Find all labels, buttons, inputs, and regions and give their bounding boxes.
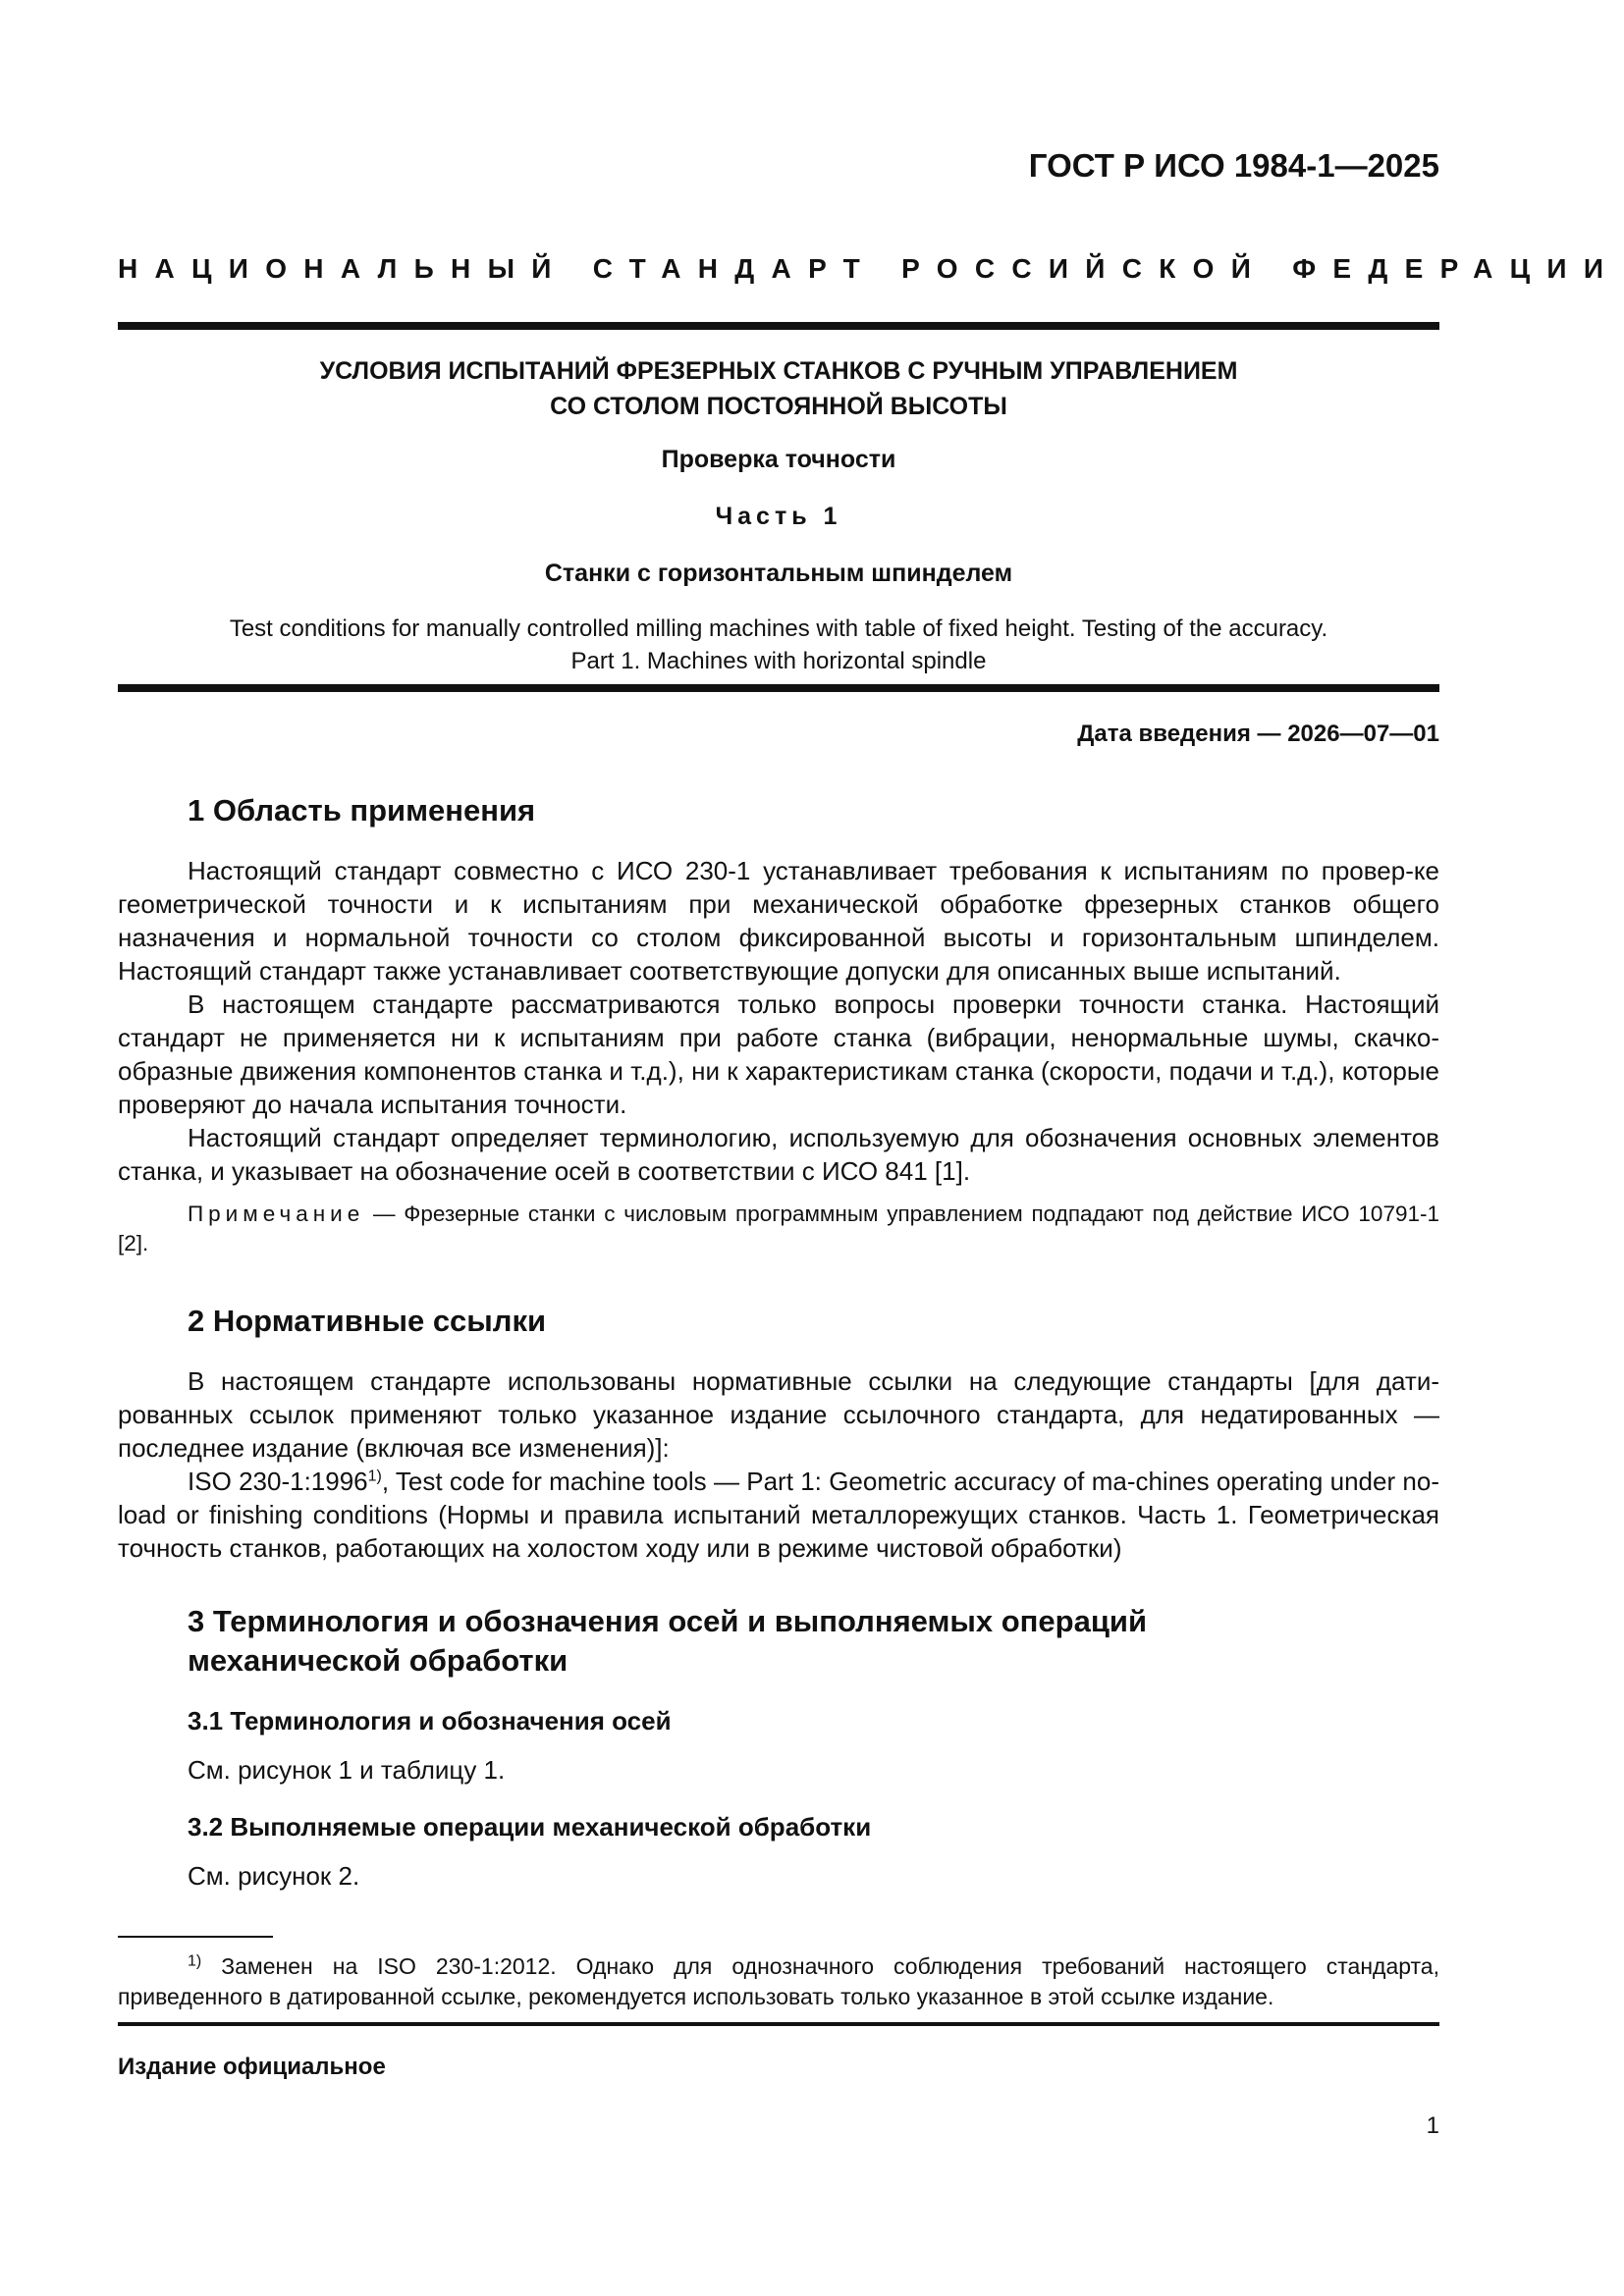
english-title-line-1: Test conditions for manually controlled milling machines with table of fixed height. Testing of the accuracy.: [229, 615, 1328, 642]
section-2-reference: [118, 1465, 1439, 1565]
section-1-paragraph-2: В настоящем стандарте рассматриваются только вопросы проверки точности станка. Настоящий стандарт не применяется ни к испытаниям при работе станка (вибрации, ненормальные шумы, скачко-образные движения компонентов станка и т.д.), ни к характеристикам станка (скорости, подачи и т.д.), которые проверяют до начала испытания точности.: [118, 989, 1439, 1119]
part-name: Станки с горизонтальным шпинделем: [544, 560, 1013, 587]
title-line-1: УСЛОВИЯ ИСПЫТАНИЙ ФРЕЗЕРНЫХ СТАНКОВ С РУЧНЫМ УПРАВЛЕНИЕМ: [319, 357, 1238, 385]
section-3-heading-line-2: механической обработки: [188, 1643, 568, 1678]
part-number: Часть 1: [715, 503, 842, 530]
document-subtitle: Проверка точности: [661, 446, 896, 473]
english-title: [118, 613, 1439, 677]
title-line-2: СО СТОЛОМ ПОСТОЯННОЙ ВЫСОТЫ: [550, 393, 1007, 420]
reference-footnote-mark: 1): [367, 1468, 382, 1485]
reference-text: , Test code for machine tools — Part 1: Geometric accuracy of ma-chines operating under no-load or finishing conditions (Нормы и правила испытаний металлорежущих станков. Часть 1. Геометрическая точность станков, работающих на холостом ходу или в режиме чистовой обработки): [118, 1467, 1439, 1563]
footer-rule: [118, 2022, 1439, 2026]
reference-code: ISO 230-1:1996: [188, 1467, 368, 1496]
note-label: Примечание: [188, 1201, 365, 1226]
subsection-3-1-text: См. рисунок 1 и таблицу 1.: [188, 1755, 506, 1785]
header-rule: [118, 322, 1439, 330]
page-number: 1: [1426, 2112, 1439, 2139]
official-edition-label: Издание официальное: [118, 2054, 386, 2080]
section-1-note: [118, 1200, 1439, 1258]
section-1-paragraph-3: Настоящий стандарт определяет терминологию, используемую для обозначения основных элементов станка, и указывает на обозначение осей в соответствии с ИСО 841 [1].: [118, 1123, 1439, 1186]
footnote-text: Заменен на ISO 230-1:2012. Однако для однозначного соблюдения требований настоящего стандарта, приведенного в датированной ссылке, рекомендуется использовать только указанное в этой ссылке издание.: [118, 1953, 1439, 2009]
subsection-3-2-text: См. рисунок 2.: [188, 1861, 360, 1891]
national-standard-banner: НАЦИОНАЛЬНЫЙ СТАНДАРТ РОССИЙСКОЙ ФЕДЕРАЦИИ: [118, 253, 1621, 284]
section-2-paragraph-1: В настоящем стандарте использованы нормативные ссылки на следующие стандарты [для дати-рованных ссылок применяют только указанное издание ссылочного стандарта, для недатированных — последнее издание (включая все изменения)]:: [118, 1366, 1439, 1463]
footnote: [118, 1951, 1439, 2012]
document-code: ГОСТ Р ИСО 1984-1—2025: [1028, 147, 1439, 184]
introduction-date: Дата введения — 2026—07—01: [1077, 721, 1439, 747]
subsection-3-1-heading: 3.1 Терминология и обозначения осей: [188, 1706, 672, 1735]
english-title-line-2: Part 1. Machines with horizontal spindle: [570, 648, 987, 674]
footnote-separator: [118, 1936, 273, 1938]
title-rule: [118, 684, 1439, 692]
subsection-3-2-heading: 3.2 Выполняемые операции механической обработки: [188, 1812, 872, 1842]
footnote-mark: 1): [188, 1952, 202, 1970]
section-1-paragraph-1: Настоящий стандарт совместно с ИСО 230-1 устанавливает требования к испытаниям по провер-ке геометрической точности и к испытаниям при механической обработке фрезерных станков общего назначения и нормальной точности со столом фиксированной высоты и горизонтальным шпинделем. Настоящий стандарт также устанавливает соответствующие допуски для описанных выше испытаний.: [118, 856, 1439, 986]
section-3-heading: [188, 1602, 1147, 1681]
section-1-heading: 1 Область применения: [188, 793, 536, 828]
section-3-heading-line-1: 3 Терминология и обозначения осей и выполняемых операций: [188, 1604, 1147, 1638]
note-text: — Фрезерные станки с числовым программным управлением подпадают под действие ИСО 10791-1 [2].: [118, 1201, 1439, 1255]
section-2-heading: 2 Нормативные ссылки: [188, 1304, 547, 1338]
document-title: [118, 353, 1439, 424]
